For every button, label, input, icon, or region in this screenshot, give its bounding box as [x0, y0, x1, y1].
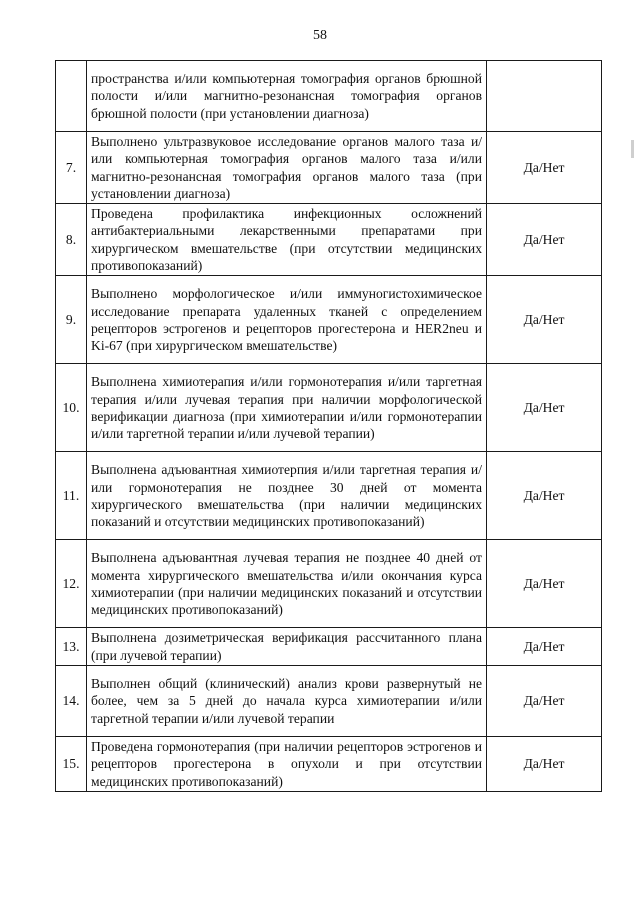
row-number: 10. [56, 364, 87, 452]
table-row [56, 276, 602, 364]
scan-edge-mark [631, 140, 634, 158]
answer-cell: Да/Нет [487, 204, 602, 276]
table-row [56, 204, 602, 276]
criterion-text: Выполнена адъювантная лучевая терапия не позднее 40 дней от момента хирургического вмешательства и/или окончания курса химиотерапии (при наличии медицинских показаний и отсутствии медицинских противопоказаний) [87, 540, 487, 628]
row-number [56, 61, 87, 132]
criterion-text: Выполнена химиотерапия и/или гормонотерапия и/или таргетная терапия и/или лучевая терапия при наличии морфологической верификации диагноза (при химиотерапии и/или гормонотерапии и/или таргетной терапии и/или лучевой терапии) [87, 364, 487, 452]
table-row [56, 452, 602, 540]
row-number: 8. [56, 204, 87, 276]
criterion-text: Выполнена дозиметрическая верификация рассчитанного плана (при лучевой терапии) [87, 628, 487, 666]
page-number: 58 [313, 28, 327, 43]
criterion-text: пространства и/или компьютерная томография органов брюшной полости и/или магнитно-резонансная томография органов брюшной полости (при установлении диагноза) [87, 61, 487, 132]
table-row [56, 665, 602, 736]
row-number: 11. [56, 452, 87, 540]
answer-cell: Да/Нет [487, 132, 602, 204]
criteria-table [55, 60, 602, 792]
answer-cell: Да/Нет [487, 665, 602, 736]
row-number: 12. [56, 540, 87, 628]
row-number: 13. [56, 628, 87, 666]
table-row [56, 540, 602, 628]
table-row [56, 736, 602, 791]
answer-cell: Да/Нет [487, 276, 602, 364]
row-number: 14. [56, 665, 87, 736]
row-number: 15. [56, 736, 87, 791]
answer-cell: Да/Нет [487, 452, 602, 540]
answer-cell: Да/Нет [487, 736, 602, 791]
answer-cell: Да/Нет [487, 628, 602, 666]
table-row [56, 61, 602, 132]
criterion-text: Выполнено морфологическое и/или иммуногистохимическое исследование препарата удаленных тканей с определением рецепторов эстрогенов и рецепторов прогестерона и HER2neu и Ki-67 (при хирургическом вмешательстве) [87, 276, 487, 364]
table-row [56, 132, 602, 204]
answer-cell: Да/Нет [487, 540, 602, 628]
criterion-text: Проведена гормонотерапия (при наличии рецепторов эстрогенов и рецепторов прогестерона в опухоли и при отсутствии медицинских противопоказаний) [87, 736, 487, 791]
criterion-text: Выполнено ультразвуковое исследование органов малого таза и/или компьютерная томография органов малого таза и/или магнитно-резонансная томография органов малого таза (при установлении диагноза) [87, 132, 487, 204]
answer-cell: Да/Нет [487, 364, 602, 452]
row-number: 7. [56, 132, 87, 204]
criterion-text: Выполнена адъювантная химиотерпия и/или таргетная терапия и/или гормонотерапия не позднее 30 дней от момента хирургического вмешательства (при наличии медицинских показаний и отсутствии медицинских противопоказаний) [87, 452, 487, 540]
criterion-text: Проведена профилактика инфекционных осложнений антибактериальными лекарственными препаратами при хирургическом вмешательстве (при отсутствии медицинских противопоказаний) [87, 204, 487, 276]
answer-cell [487, 61, 602, 132]
row-number: 9. [56, 276, 87, 364]
criterion-text: Выполнен общий (клинический) анализ крови развернутый не более, чем за 5 дней до начала курса химиотерапии и/или таргетной терапии и/или лучевой терапии [87, 665, 487, 736]
table-row [56, 628, 602, 666]
table-row [56, 364, 602, 452]
